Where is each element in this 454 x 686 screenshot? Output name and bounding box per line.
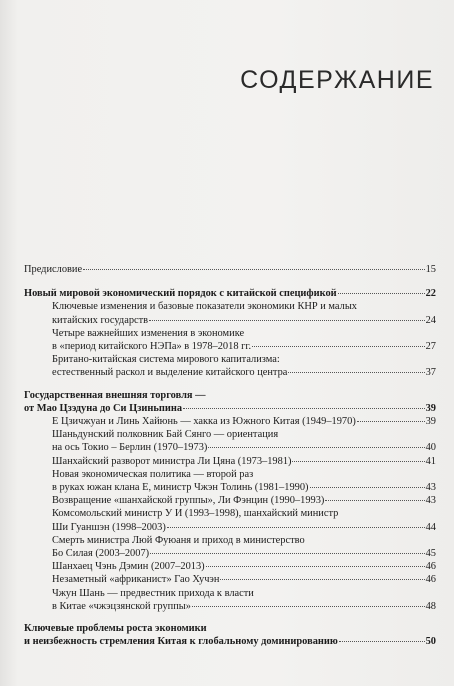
page-number: 27 (425, 341, 436, 353)
page-number: 44 (425, 521, 436, 533)
page-number: 46 (425, 574, 436, 586)
dot-leader (192, 606, 425, 607)
page-number: 24 (425, 314, 436, 326)
toc-entry-line: Е Цзичжуан и Линь Хайюнь — хакка из Южного Китая (1949–1970) (52, 416, 356, 428)
toc-entry-line: в «период китайского НЭПа» в 1978–2018 гг. (52, 341, 252, 353)
toc-entry[interactable] (24, 468, 436, 494)
dot-leader (167, 527, 425, 528)
toc-entry[interactable] (24, 263, 436, 276)
page-number: 50 (425, 636, 436, 648)
dot-leader (339, 641, 425, 642)
dot-leader (357, 421, 425, 422)
dot-leader (220, 579, 424, 580)
toc-section (24, 622, 436, 648)
page-number: 46 (425, 561, 436, 573)
page-number: 15 (425, 264, 436, 275)
toc-entry-line: и неизбежность стремления Китая к глобальному доминированию (24, 636, 338, 648)
toc-entry-line: Британо-китайская система мирового капитализма: (52, 354, 280, 366)
toc-entry-line: Незаметный «африканист» Гао Хучэн (52, 574, 220, 586)
page-number: 40 (425, 442, 436, 454)
dot-leader (208, 447, 424, 448)
toc-entry[interactable] (24, 534, 436, 560)
toc-entry-line: Смерть министра Люй Фуюаня и приход в министерство (52, 534, 305, 546)
toc-entry-line: Ключевые проблемы роста экономики (24, 623, 207, 635)
toc-entry-line: на ось Токио – Берлин (1970–1973) (52, 442, 208, 454)
toc-entry-line: Комсомольский министр У И (1993–1998), шанхайский министр (52, 508, 339, 520)
dot-leader (150, 553, 425, 554)
toc-entry[interactable] (24, 415, 436, 428)
toc-entry-line: Четыре важнейших изменения в экономике (52, 327, 245, 339)
dot-leader (206, 566, 425, 567)
page-number: 39 (425, 402, 436, 414)
toc-entry-line: Чжун Шань — предвестник прихода к власти (52, 587, 254, 599)
page-number: 41 (425, 455, 436, 467)
toc-entry-line: Ши Гуаншэн (1998–2003) (52, 521, 166, 533)
page-number: 22 (425, 288, 436, 300)
toc-entry[interactable] (24, 560, 436, 573)
toc-entry-line: Шаньдунский полковник Бай Сянго — ориентация (52, 429, 279, 441)
page-number: 43 (425, 482, 436, 494)
toc-entry-line: Шанхаец Чэнь Дэмин (2007–2013) (52, 561, 205, 573)
toc-entry[interactable] (24, 494, 436, 507)
page-number: 39 (425, 416, 436, 428)
toc-entry-line: в руках южан клана Е, министр Чжэн Толинь (1981–1990) (52, 482, 309, 494)
toc-entry-line: Предисловие (24, 264, 83, 275)
toc-entry-line: Шанхайский разворот министра Ли Цяна (1973–1981) (52, 455, 292, 467)
page-number: 43 (425, 495, 436, 507)
dot-leader (338, 293, 425, 294)
toc-entry-line: Новая экономическая политика — второй раз (52, 468, 254, 480)
toc-entry-line: Бо Силая (2003–2007) (52, 548, 150, 560)
toc-entry-line: естественный раскол и выделение китайского центра (52, 367, 288, 379)
dot-leader (310, 487, 425, 488)
toc-entry-line: от Мао Цзэдуна до Си Цзиньпина (24, 402, 183, 414)
dot-leader (292, 461, 424, 462)
toc-entry[interactable] (24, 300, 436, 326)
toc-chapter-entry[interactable] (24, 287, 436, 300)
toc-chapter-entry[interactable] (24, 389, 436, 415)
toc-entry[interactable] (24, 587, 436, 613)
table-of-contents (24, 263, 436, 657)
dot-leader (325, 500, 424, 501)
toc-entry[interactable] (24, 428, 436, 454)
toc-entry[interactable] (24, 327, 436, 353)
toc-entry[interactable] (24, 573, 436, 586)
toc-entry[interactable] (24, 507, 436, 533)
toc-section (24, 389, 436, 613)
toc-entry[interactable] (24, 353, 436, 379)
toc-chapter-entry[interactable] (24, 622, 436, 648)
toc-entry[interactable] (24, 455, 436, 468)
dot-leader (149, 320, 425, 321)
toc-entry-line: в Китае «чжэцзянской группы» (52, 600, 191, 612)
toc-entry-line: Возвращение «шанхайской группы», Ли Фэнцин (1990–1993) (52, 495, 325, 507)
page-title: СОДЕРЖАНИЕ (240, 66, 434, 94)
toc-section (24, 287, 436, 379)
page-number: 45 (425, 548, 436, 560)
toc-entry-line: Новый мировой экономический порядок с китайской спецификой (24, 288, 337, 300)
dot-leader (83, 269, 425, 270)
dot-leader (288, 372, 424, 373)
toc-entry-line: китайских государств (52, 314, 149, 326)
toc-section (24, 263, 436, 276)
dot-leader (252, 346, 425, 347)
toc-entry-line: Государственная внешняя торговля — (24, 389, 206, 401)
dot-leader (183, 408, 425, 409)
page-number: 48 (425, 600, 436, 612)
page-number: 37 (425, 367, 436, 379)
toc-entry-line: Ключевые изменения и базовые показатели экономики КНР и малых (52, 301, 357, 313)
